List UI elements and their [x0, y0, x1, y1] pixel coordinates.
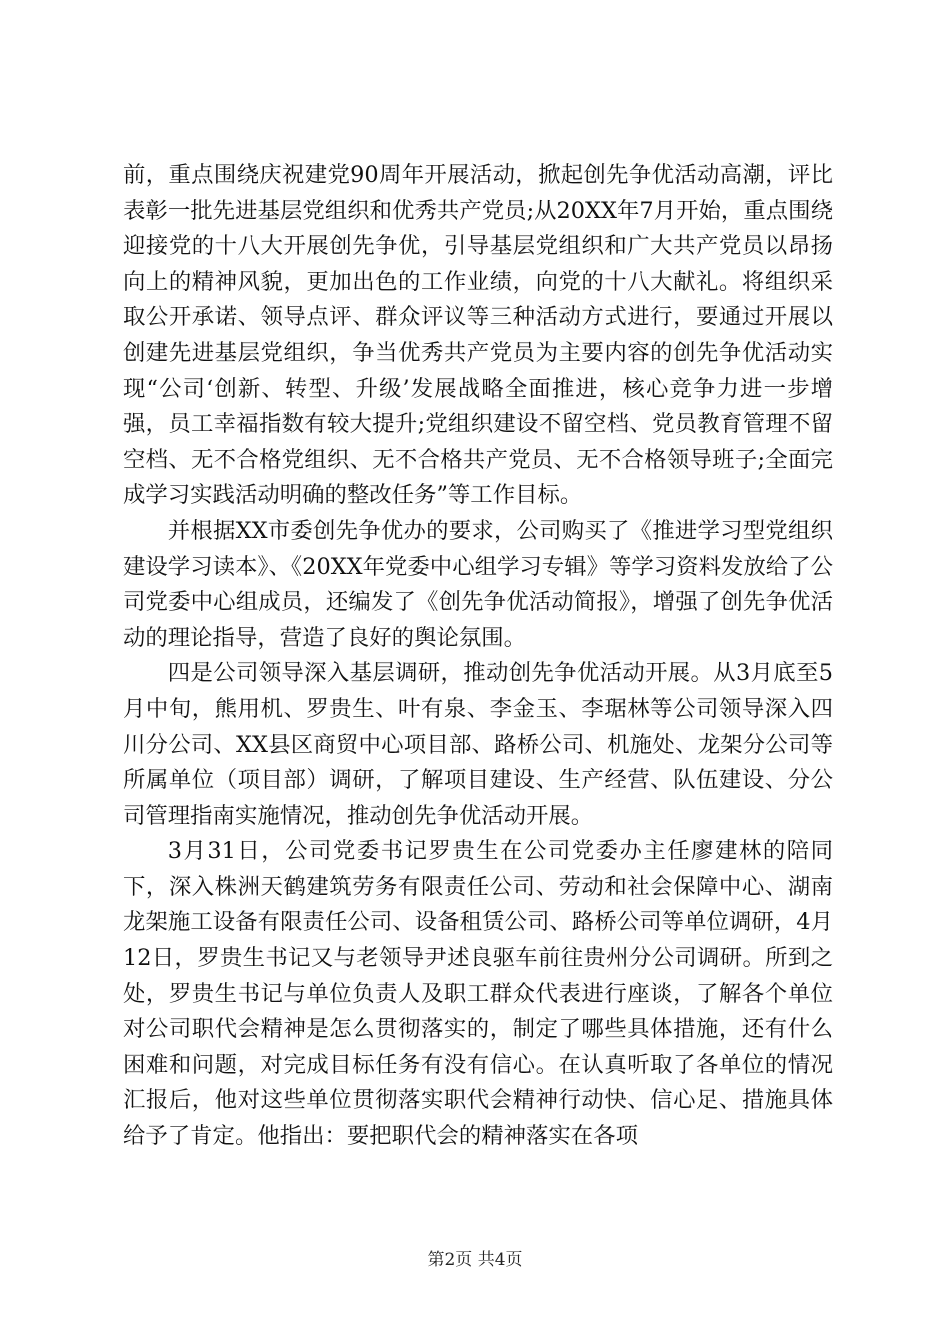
paragraph-secretary-visit: 3月31日，公司党委书记罗贵生在公司党委办主任廖建林的陪同下，深入株洲天鹤建筑劳务有限责任公司、劳动和社会保障中心、湖南龙架施工设备有限责任公司、设备租赁公司、路桥公司等单位调研，4月12日，罗贵生书记又与老领导尹述良驱车前往贵州分公司调研。所到之处，罗贵生书记与单位负责人及职工群众代表进行座谈，了解各个单位对公司职代会精神是怎么贯彻落实的，制定了哪些具体措施，还有什么困难和问题，对完成目标任务有没有信心。在认真听取了各单位的情况汇报后，他对这些单位贯彻落实职代会精神行动快、信心足、措施具体给予了肯定。他指出：要把职代会的精神落实在各项 [123, 838, 833, 1150]
paragraph-study-materials: 并根据XX市委创先争优办的要求，公司购买了《推进学习型党组织建设学习读本》、《20XX年党委中心组学习专辑》等学习资料发放给了公司党委中心组成员，还编发了《创先争优活动简报》，增强了创先争优活动的理论指导，营造了良好的舆论氛围。 [123, 517, 833, 651]
paragraph-leadership-research: 四是公司领导深入基层调研，推动创先争优活动开展。从3月底至5月中旬，熊用机、罗贵生、叶有泉、李金玉、李琚林等公司领导深入四川分公司、XX县区商贸中心项目部、路桥公司、机施处、龙架分公司等所属单位（项目部）调研，了解项目建设、生产经营、队伍建设、分公司管理指南实施情况，推动创先争优活动开展。 [123, 660, 833, 829]
page-footer: 第2页 共4页 [427, 1250, 523, 1270]
document-body [123, 158, 833, 1155]
paragraph-continuation: 前，重点围绕庆祝建党90周年开展活动，掀起创先争优活动高潮，评比表彰一批先进基层党组织和优秀共产党员;从20XX年7月开始，重点围绕迎接党的十八大开展创先争优，引导基层党组织和广大共产党员以昂扬向上的精神风貌，更加出色的工作业绩，向党的十八大献礼。将组织采取公开承诺、领导点评、群众评议等三种活动方式进行，要通过开展以创建先进基层党组织，争当优秀共产党员为主要内容的创先争优活动实现“公司‘创新、转型、升级’发展战略全面推进，核心竞争力进一步增强，员工幸福指数有较大提升;党组织建设不留空档、党员教育管理不留空档、无不合格党组织、无不合格共产党员、无不合格领导班子;全面完成学习实践活动明确的整改任务”等工作目标。 [123, 162, 833, 509]
